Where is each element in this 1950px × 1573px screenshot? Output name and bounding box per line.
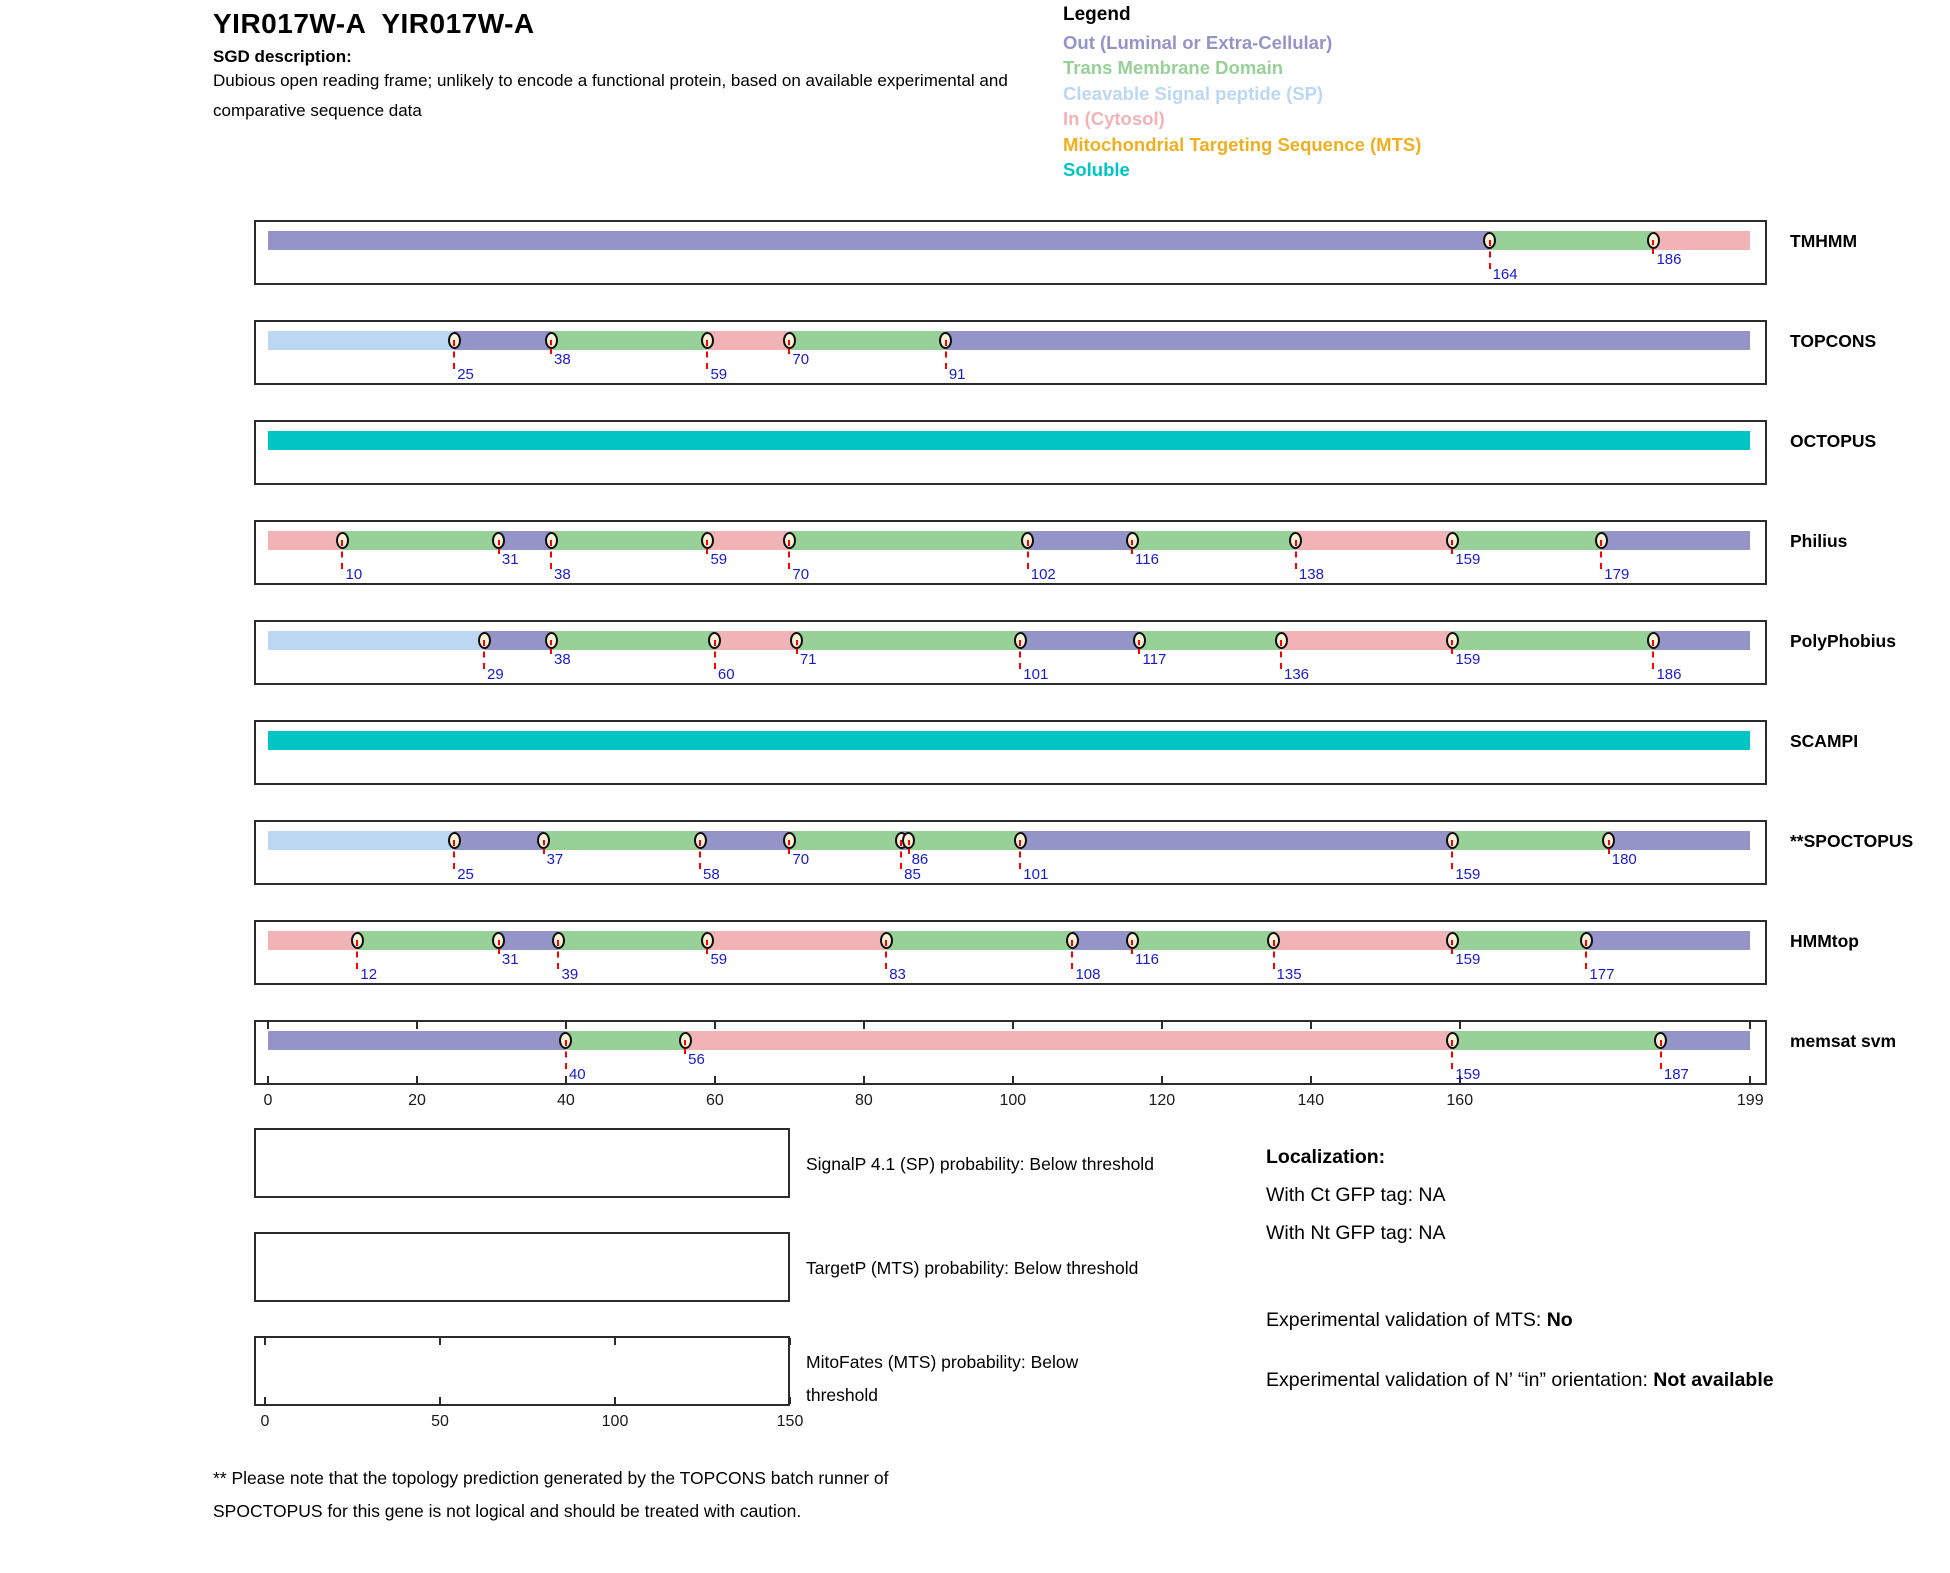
marker-dashed-line [1608, 840, 1610, 854]
marker-position-label: 39 [561, 966, 579, 983]
legend-item-soluble: Soluble [1063, 159, 1130, 181]
marker-position-label: 159 [1455, 951, 1481, 968]
marker-dashed-line [1652, 240, 1654, 254]
marker-position-label: 101 [1023, 666, 1049, 683]
legend-item-mts: Mitochondrial Targeting Sequence (MTS) [1063, 133, 1422, 155]
probability-box [254, 1232, 790, 1302]
marker-dashed-line [1138, 640, 1140, 654]
marker-position-label: 37 [546, 851, 564, 868]
localization-ct-gfp: With Ct GFP tag: NA [1266, 1184, 1446, 1206]
marker-dashed-line [706, 540, 708, 554]
track-label-topcons: TOPCONS [1790, 331, 1877, 351]
marker-dashed-line [550, 340, 552, 354]
marker-dashed-line [706, 340, 708, 369]
marker-position-label: 10 [345, 566, 363, 583]
marker-position-label: 136 [1284, 666, 1310, 683]
probability-axis-tick [614, 1338, 616, 1345]
axis-tick-label: 120 [1148, 1092, 1176, 1109]
track-label--spoctopus: **SPOCTOPUS [1790, 831, 1914, 851]
probability-box [254, 1128, 790, 1198]
marker-dashed-line [699, 840, 701, 869]
page-title: YIR017W-A YIR017W-A [213, 8, 535, 39]
mts-validation-line [1266, 1309, 1573, 1332]
probability-axis-label: 150 [776, 1413, 804, 1430]
marker-dashed-line [1660, 1040, 1662, 1069]
probability-axis-tick [264, 1397, 266, 1404]
legend-item-tm: Trans Membrane Domain [1063, 57, 1284, 79]
probability-axis-label: 50 [431, 1413, 449, 1430]
marker-position-label: 187 [1663, 1066, 1689, 1083]
marker-position-label: 117 [1142, 651, 1167, 668]
marker-position-label: 135 [1276, 966, 1302, 983]
legend-item-in: In (Cytosol) [1063, 108, 1165, 130]
probability-axis-tick [439, 1397, 441, 1404]
probability-axis-label: 0 [260, 1413, 270, 1430]
legend-item-sp: Cleavable Signal peptide (SP) [1063, 82, 1324, 104]
marker-dashed-line [557, 940, 559, 969]
orientation-validation-prefix: Experimental validation of N’ “in” orientation: [1266, 1369, 1654, 1391]
probability-panel-label: SignalP 4.1 (SP) probability: Below threshold [806, 1154, 1154, 1174]
orientation-validation-value: Not available [1653, 1369, 1774, 1391]
marker-dashed-line [706, 940, 708, 954]
marker-position-label: 85 [904, 866, 921, 883]
marker-dashed-line [1019, 640, 1021, 669]
probability-axis-tick [789, 1338, 791, 1345]
marker-dashed-line [1585, 940, 1587, 969]
legend-item-out: Out (Luminal or Extra-Cellular) [1063, 32, 1333, 53]
marker-dashed-line [945, 340, 947, 369]
marker-position-label: 38 [554, 566, 571, 583]
marker-position-label: 29 [487, 666, 504, 683]
probability-panel-label: MitoFates (MTS) probability: Below threshold [806, 1352, 1079, 1405]
marker-dashed-line [1451, 640, 1453, 654]
marker-position-label: 31 [501, 551, 519, 568]
marker-dashed-line [1131, 540, 1133, 554]
marker-position-label: 40 [568, 1066, 586, 1083]
marker-position-label: 71 [799, 651, 817, 668]
marker-dashed-line [788, 540, 790, 569]
marker-position-label: 101 [1023, 866, 1049, 883]
marker-dashed-line [483, 640, 485, 669]
marker-position-label: 59 [710, 366, 728, 383]
marker-position-label: 59 [710, 551, 728, 568]
probability-axis-tick [264, 1338, 266, 1345]
track-label-philius: Philius [1790, 531, 1848, 551]
mts-validation-prefix: Experimental validation of MTS: [1266, 1309, 1547, 1331]
track-label-tmhmm: TMHMM [1790, 231, 1858, 251]
marker-dashed-line [1600, 540, 1602, 569]
probability-box [254, 1336, 790, 1406]
marker-dashed-line [498, 540, 500, 554]
orientation-validation-line [1266, 1363, 1841, 1397]
marker-position-label: 177 [1589, 966, 1615, 983]
marker-position-label: 102 [1030, 566, 1056, 583]
marker-dashed-line [796, 640, 798, 654]
axis-tick-label: 100 [999, 1092, 1027, 1109]
marker-position-label: 58 [703, 866, 720, 883]
probability-axis-tick [614, 1397, 616, 1404]
marker-dashed-line [1131, 940, 1133, 954]
marker-position-label: 159 [1455, 866, 1481, 883]
marker-dashed-line [453, 840, 455, 869]
marker-position-label: 159 [1455, 551, 1481, 568]
marker-dashed-line [550, 640, 552, 654]
marker-dashed-line [1019, 840, 1021, 869]
marker-dashed-line [356, 940, 358, 969]
marker-position-label: 38 [554, 651, 571, 668]
marker-position-label: 59 [710, 951, 728, 968]
axis-tick-label: 80 [854, 1092, 873, 1109]
marker-position-label: 159 [1455, 1066, 1481, 1083]
axis-tick-label: 160 [1446, 1092, 1474, 1109]
marker-dashed-line [1451, 840, 1453, 869]
marker-dashed-line [341, 540, 343, 569]
marker-position-label: 91 [948, 366, 966, 383]
sgd-description-text: Dubious open reading frame; unlikely to encode a functional protein, based on available experimental and comparative sequence data [213, 71, 1008, 120]
axis-tick-label: 20 [408, 1092, 426, 1109]
track-label-memsat-svm: memsat svm [1790, 1031, 1897, 1051]
marker-dashed-line [1273, 940, 1275, 969]
axis-tick-label: 60 [706, 1092, 724, 1109]
marker-dashed-line [1280, 640, 1282, 669]
marker-position-label: 108 [1075, 966, 1101, 983]
probability-panel-label: TargetP (MTS) probability: Below threshold [806, 1258, 1139, 1278]
marker-position-label: 179 [1604, 566, 1630, 583]
spoctopus-footnote: ** Please note that the topology prediction generated by the TOPCONS batch runner of SPOCTOPUS for this gene is not logical and should be treated with caution. [213, 1468, 889, 1521]
marker-position-label: 12 [360, 966, 378, 983]
axis-tick-label: 0 [263, 1092, 273, 1109]
track-label-hmmtop: HMMtop [1790, 931, 1860, 951]
marker-position-label: 60 [717, 666, 735, 683]
marker-position-label: 116 [1135, 951, 1159, 968]
marker-position-label: 186 [1656, 666, 1682, 683]
marker-dashed-line [908, 840, 910, 854]
marker-dashed-line [1451, 1040, 1453, 1069]
marker-position-label: 180 [1611, 851, 1637, 868]
marker-position-label: 70 [792, 851, 810, 868]
probability-axis-tick [789, 1397, 791, 1404]
marker-position-label: 86 [911, 851, 929, 868]
marker-dashed-line [1027, 540, 1029, 569]
localization-title: Localization: [1266, 1146, 1386, 1168]
track-label-scampi: SCAMPI [1790, 731, 1859, 751]
marker-position-label: 164 [1492, 266, 1518, 283]
marker-position-label: 186 [1656, 251, 1682, 268]
track-label-polyphobius: PolyPhobius [1790, 631, 1896, 651]
axis-tick-label: 199 [1736, 1092, 1764, 1109]
marker-dashed-line [498, 940, 500, 954]
mts-validation-value: No [1546, 1309, 1573, 1331]
marker-position-label: 31 [501, 951, 519, 968]
marker-dashed-line [453, 340, 455, 369]
marker-position-label: 25 [457, 866, 474, 883]
marker-position-label: 25 [457, 366, 474, 383]
probability-axis-label: 100 [601, 1413, 629, 1430]
marker-dashed-line [565, 1040, 567, 1069]
marker-dashed-line [543, 840, 545, 854]
marker-dashed-line [1489, 240, 1491, 269]
marker-dashed-line [1071, 940, 1073, 969]
sgd-description-label: SGD description: [213, 47, 352, 66]
marker-position-label: 70 [792, 351, 810, 368]
localization-nt-gfp: With Nt GFP tag: NA [1266, 1222, 1446, 1244]
marker-position-label: 70 [792, 566, 810, 583]
marker-position-label: 56 [688, 1051, 705, 1068]
marker-dashed-line [1451, 940, 1453, 954]
legend-title: Legend [1063, 4, 1131, 25]
marker-dashed-line [550, 540, 552, 569]
marker-position-label: 159 [1455, 651, 1481, 668]
axis-tick-label: 140 [1297, 1092, 1325, 1109]
marker-dashed-line [900, 840, 902, 869]
marker-position-label: 83 [889, 966, 906, 983]
marker-position-label: 116 [1135, 551, 1159, 568]
marker-dashed-line [1451, 540, 1453, 554]
axis-tick-label: 40 [557, 1092, 575, 1109]
marker-dashed-line [684, 1040, 686, 1054]
marker-position-label: 38 [554, 351, 571, 368]
marker-dashed-line [788, 340, 790, 354]
track-label-octopus: OCTOPUS [1790, 431, 1877, 451]
marker-dashed-line [714, 640, 716, 669]
marker-dashed-line [1295, 540, 1297, 569]
probability-axis-tick [439, 1338, 441, 1345]
marker-position-label: 138 [1298, 566, 1324, 583]
marker-dashed-line [788, 840, 790, 854]
marker-dashed-line [885, 940, 887, 969]
marker-dashed-line [1652, 640, 1654, 669]
